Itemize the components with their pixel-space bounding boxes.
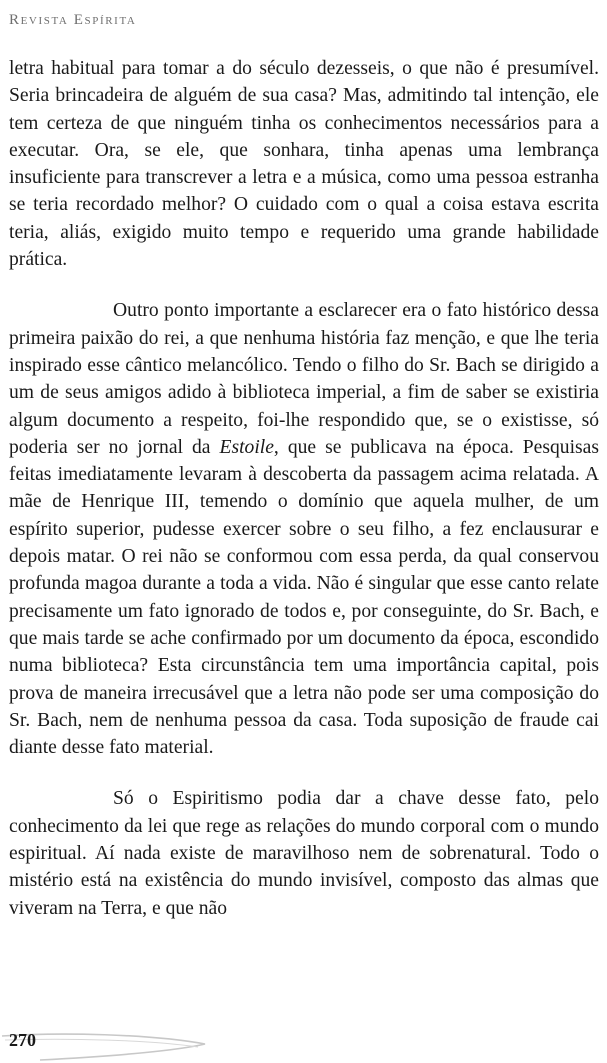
journal-title: Estoile xyxy=(219,436,274,458)
page-number: 270 xyxy=(9,1030,36,1050)
paragraph-1: letra habitual para tomar a do século dezesseis, o que não é presumível. Seria brincadeira de alguém de sua casa? Mas, admitindo tal intenção, ele tem certeza de que ninguém tinha os conhecimentos necessários para a executar. Ora, se ele, que sonhara, tinha apenas uma lembrança insuficiente para transcrever a letra e a música, como uma pessoa estranha se teria recordado melhor? O cuidado com o qual a coisa estava escrita teria, aliás, exigido muito tempo e requerido uma grande habilidade prática. xyxy=(9,58,599,271)
paragraph-2-part-2: , que se publicava na época. Pesquisas feitas imediatamente levaram à descoberta da passagem acima relatada. A mãe de Henrique III, temendo o domínio que aquela mulher, de um espírito superior, pudesse exercer sobre o seu filho, a fez enclausurar e depois matar. O rei não se conformou com essa perda, da qual conservou profunda magoa durante a toda a vida. Não é singular que esse canto relate precisamente um fato ignorado de todos e, por conseguinte, do Sr. Bach, e que mais tarde se ache confirmado por um documento da época, escondido numa biblioteca? Esta circunstância tem uma importância capital, pois prova de maneira irrecusável que a letra não pode ser uma composição do Sr. Bach, nem de nenhuma pessoa da casa. Toda suposição de fraude cai diante desse fato material. xyxy=(9,436,599,759)
paragraph-2 xyxy=(9,297,599,761)
page-body xyxy=(9,55,599,922)
paragraph-2-part-1: Outro ponto importante a esclarecer era o fato histórico dessa primeira paixão do rei, a que nenhuma história faz menção, e que lhe teria inspirado esse cântico melancólico. Tendo o filho do Sr. Bach se dirigido a um de seus amigos adido à biblioteca imperial, a fim de saber se existiria algum documento a respeito, foi-lhe respondido que, se o existisse, só poderia ser no jornal da xyxy=(9,300,599,458)
paragraph-3: Só o Espiritismo podia dar a chave desse fato, pelo conhecimento da lei que rege as relações do mundo corporal com o mundo espiritual. Aí nada existe de maravilhoso nem de sobrenatural. Todo o mistério está na existência do mundo invisível, composto das almas que viveram na Terra, e que não xyxy=(9,788,599,919)
running-header: Revista Espírita xyxy=(9,12,137,28)
